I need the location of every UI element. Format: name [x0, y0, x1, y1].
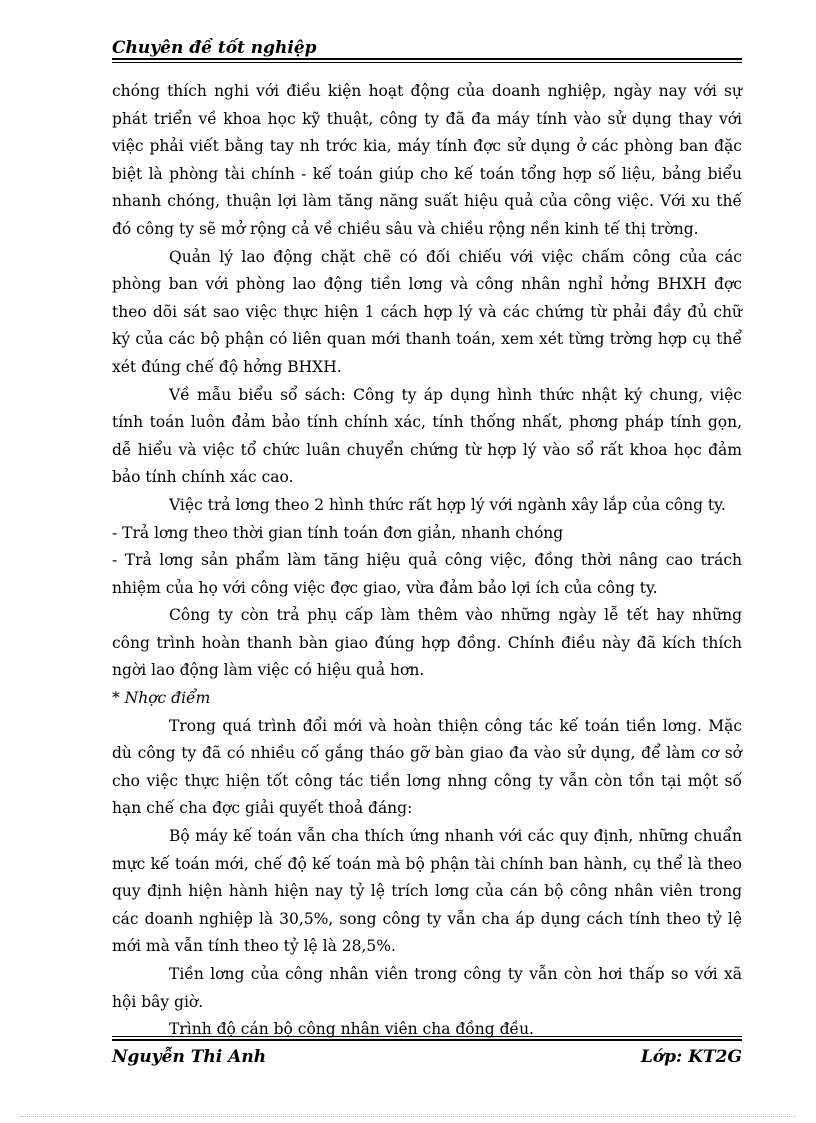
paragraph: Trình độ cán bộ công nhân viên cha đồng đều. — [169, 1020, 534, 1039]
list-item: - Trả lơng sản phẩm làm tăng hiệu quả công việc, đồng thời nâng cao trách nhiệm của họ với công việc đợc giao, vừa đảm bảo lợi ích của công ty. — [112, 551, 742, 597]
list-item: - Trả lơng theo thời gian tính toán đơn giản, nhanh chóng — [112, 523, 564, 542]
header-rule — [112, 58, 742, 63]
paragraph: Về mẫu biểu sổ sách: Công ty áp dụng hình thức nhật ký chung, việc tính toán luôn đảm bảo tính chính xác, tính thống nhất, phơng pháp tính gọn, dễ hiểu và việc tổ chức luân chuyển chứng từ hợp lý vào sổ rất khoa học đảm bảo tính chính xác cao. — [112, 385, 742, 487]
footer-author: Nguyễn Thi Anh — [112, 1047, 267, 1067]
footer-rule — [112, 1036, 742, 1041]
page-header — [112, 38, 742, 63]
paragraph: Bộ máy kế toán vẫn cha thích ứng nhanh với các quy định, những chuẩn mực kế toán mới, chế độ kế toán mà bộ phận tài chính ban hành, cụ thể là theo quy định hiện hành hiện nay tỷ lệ trích lơng của cán bộ công nhân viên trong các doanh nghiệp là 30,5%, song công ty vẫn cha áp dụng cách tính theo tỷ lệ mới mà vẫn tính theo tỷ lệ là 28,5%. — [112, 827, 742, 956]
paragraph: chóng thích nghi với điều kiện hoạt động của doanh nghiệp, ngày nay với sự phát triển về khoa học kỹ thuật, công ty đã đa máy tính vào sử dụng thay với việc phải viết bằng tay nh trớc kia, máy tính đợc sử dụng ở các phòng ban đặc biệt là phòng tài chính - kế toán giúp cho kế toán tổng hợp số liệu, bảng biểu nhanh chóng, thuận lợi làm tăng năng suất hiệu quả của công việc. Với xu thế đó công ty sẽ mở rộng cả về chiều sâu và chiều rộng nền kinh tế thị trờng. — [112, 82, 742, 238]
section-heading: * Nhợc điểm — [112, 689, 211, 708]
paragraph: Tiền lơng của công nhân viên trong công ty vẫn còn hơi thấp so với xã hội bây giờ. — [112, 965, 742, 1011]
footer-class: Lớp: KT2G — [640, 1047, 742, 1067]
paragraph: Quản lý lao động chặt chẽ có đối chiếu với việc chấm công của các phòng ban với phòng lao động tiền lơng và công nhân nghỉ hởng BHXH đợc theo dõi sát sao việc thực hiện 1 cách hợp lý và các chứng từ phải đầy đủ chữ ký của các bộ phận có liên quan mới thanh toán, xem xét từng trờng hợp cụ thể xét đúng chế độ hởng BHXH. — [112, 247, 742, 376]
body-text — [112, 78, 742, 1044]
page-edge-divider — [20, 1116, 796, 1117]
paragraph: Trong quá trình đổi mới và hoàn thiện công tác kế toán tiền lơng. Mặc dù công ty đã có nhiều cố gắng tháo gỡ bàn giao đa vào sử dụng, để làm cơ sở cho việc thực hiện tốt công tác tiền lơng nhng công ty vẫn còn tồn tại một số hạn chế cha đợc giải quyết thoả đáng: — [112, 716, 742, 818]
page-footer — [112, 1036, 742, 1067]
header-title: Chuyên đề tốt nghiệp — [112, 38, 317, 58]
paragraph: Việc trả lơng theo 2 hình thức rất hợp lý với ngành xây lắp của công ty. — [169, 495, 726, 514]
paragraph: Công ty còn trả phụ cấp làm thêm vào những ngày lễ tết hay những công trình hoàn thanh bàn giao đúng hợp đồng. Chính điều này đã kích thích ngời lao động làm việc có hiệu quả hơn. — [112, 606, 742, 680]
